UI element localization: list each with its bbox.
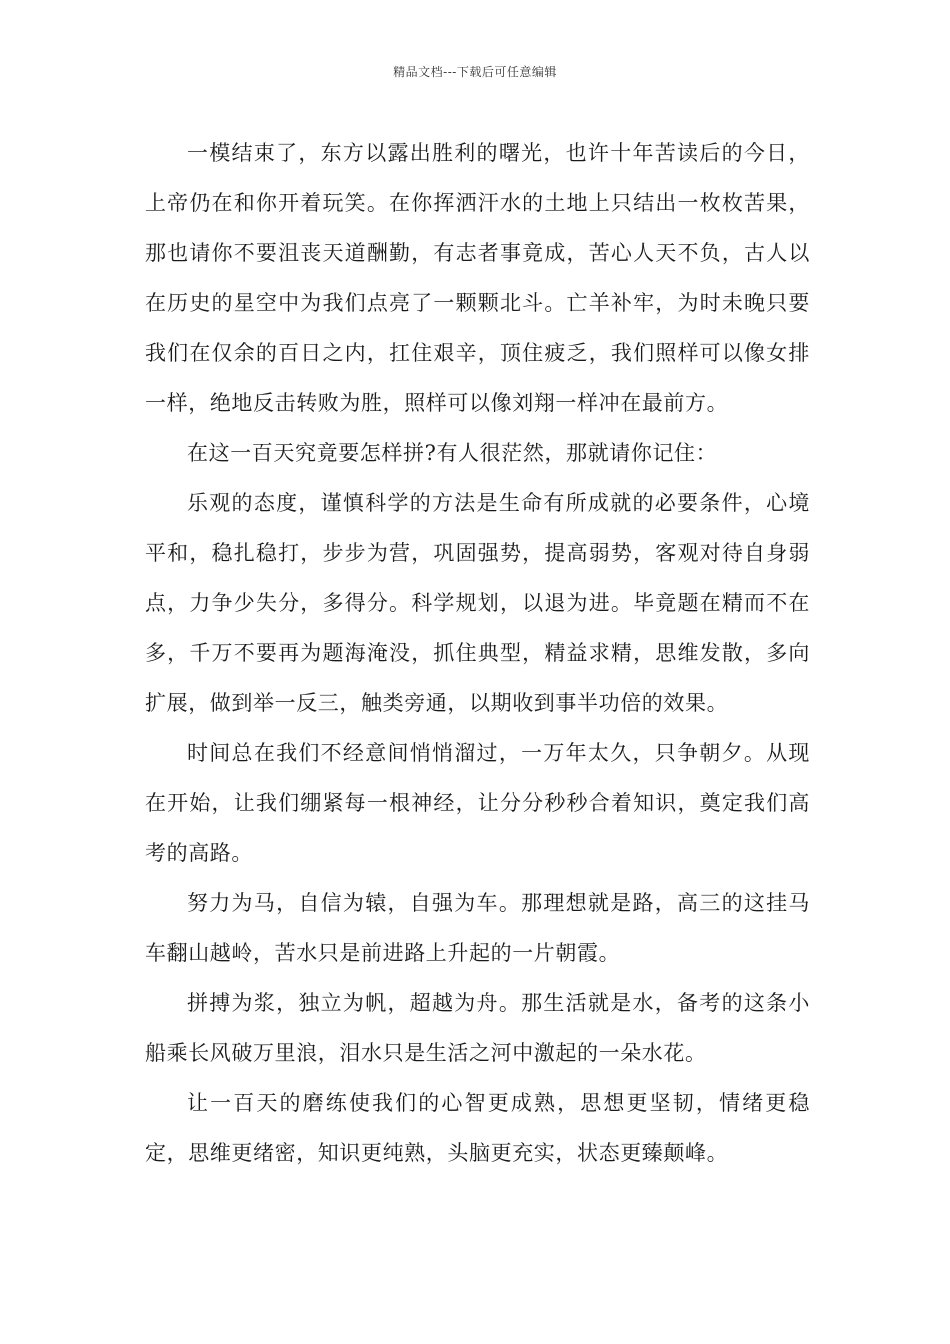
page-header: 精品文档---下载后可任意编辑 [393,65,557,79]
paragraph-7: 让一百天的磨练使我们的心智更成熟，思想更坚韧，情绪更稳定，思维更绪密，知识更纯熟，头脑更充实，状态更臻颠峰。 [145,1091,810,1165]
paragraph-5: 努力为马，自信为辕，自强为车。那理想就是路，高三的这挂马车翻山越岭，苦水只是前进路上升起的一片朝霞。 [145,891,810,965]
document-body [145,128,810,1178]
paragraph-3: 乐观的态度，谨慎科学的方法是生命有所成就的必要条件，心境平和，稳扎稳打，步步为营，巩固强势，提高弱势，客观对待自身弱点，力争少失分，多得分。科学规划，以退为进。毕竟题在精而不在多，千万不要再为题海淹没，抓住典型，精益求精，思维发散，多向扩展，做到举一反三，触类旁通，以期收到事半功倍的效果。 [145,491,810,715]
paragraph-1: 一模结束了，东方以露出胜利的曙光，也许十年苦读后的今日，上帝仍在和你开着玩笑。在你挥洒汗水的土地上只结出一枚枚苦果，那也请你不要沮丧天道酬勤，有志者事竟成，苦心人天不负，古人以在历史的星空中为我们点亮了一颗颗北斗。亡羊补牢，为时未晚只要我们在仅余的百日之内，扛住艰辛，顶住疲乏，我们照样可以像女排一样，绝地反击转败为胜，照样可以像刘翔一样冲在最前方。 [145,141,810,415]
paragraph-6: 拼搏为浆，独立为帆，超越为舟。那生活就是水，备考的这条小船乘长风破万里浪，泪水只是生活之河中激起的一朵水花。 [145,991,810,1065]
paragraph-4: 时间总在我们不经意间悄悄溜过，一万年太久，只争朝夕。从现在开始，让我们绷紧每一根神经，让分分秒秒合着知识，奠定我们高考的高路。 [145,741,810,865]
paragraph-2: 在这一百天究竟要怎样拼?有人很茫然，那就请你记住： [187,441,718,465]
